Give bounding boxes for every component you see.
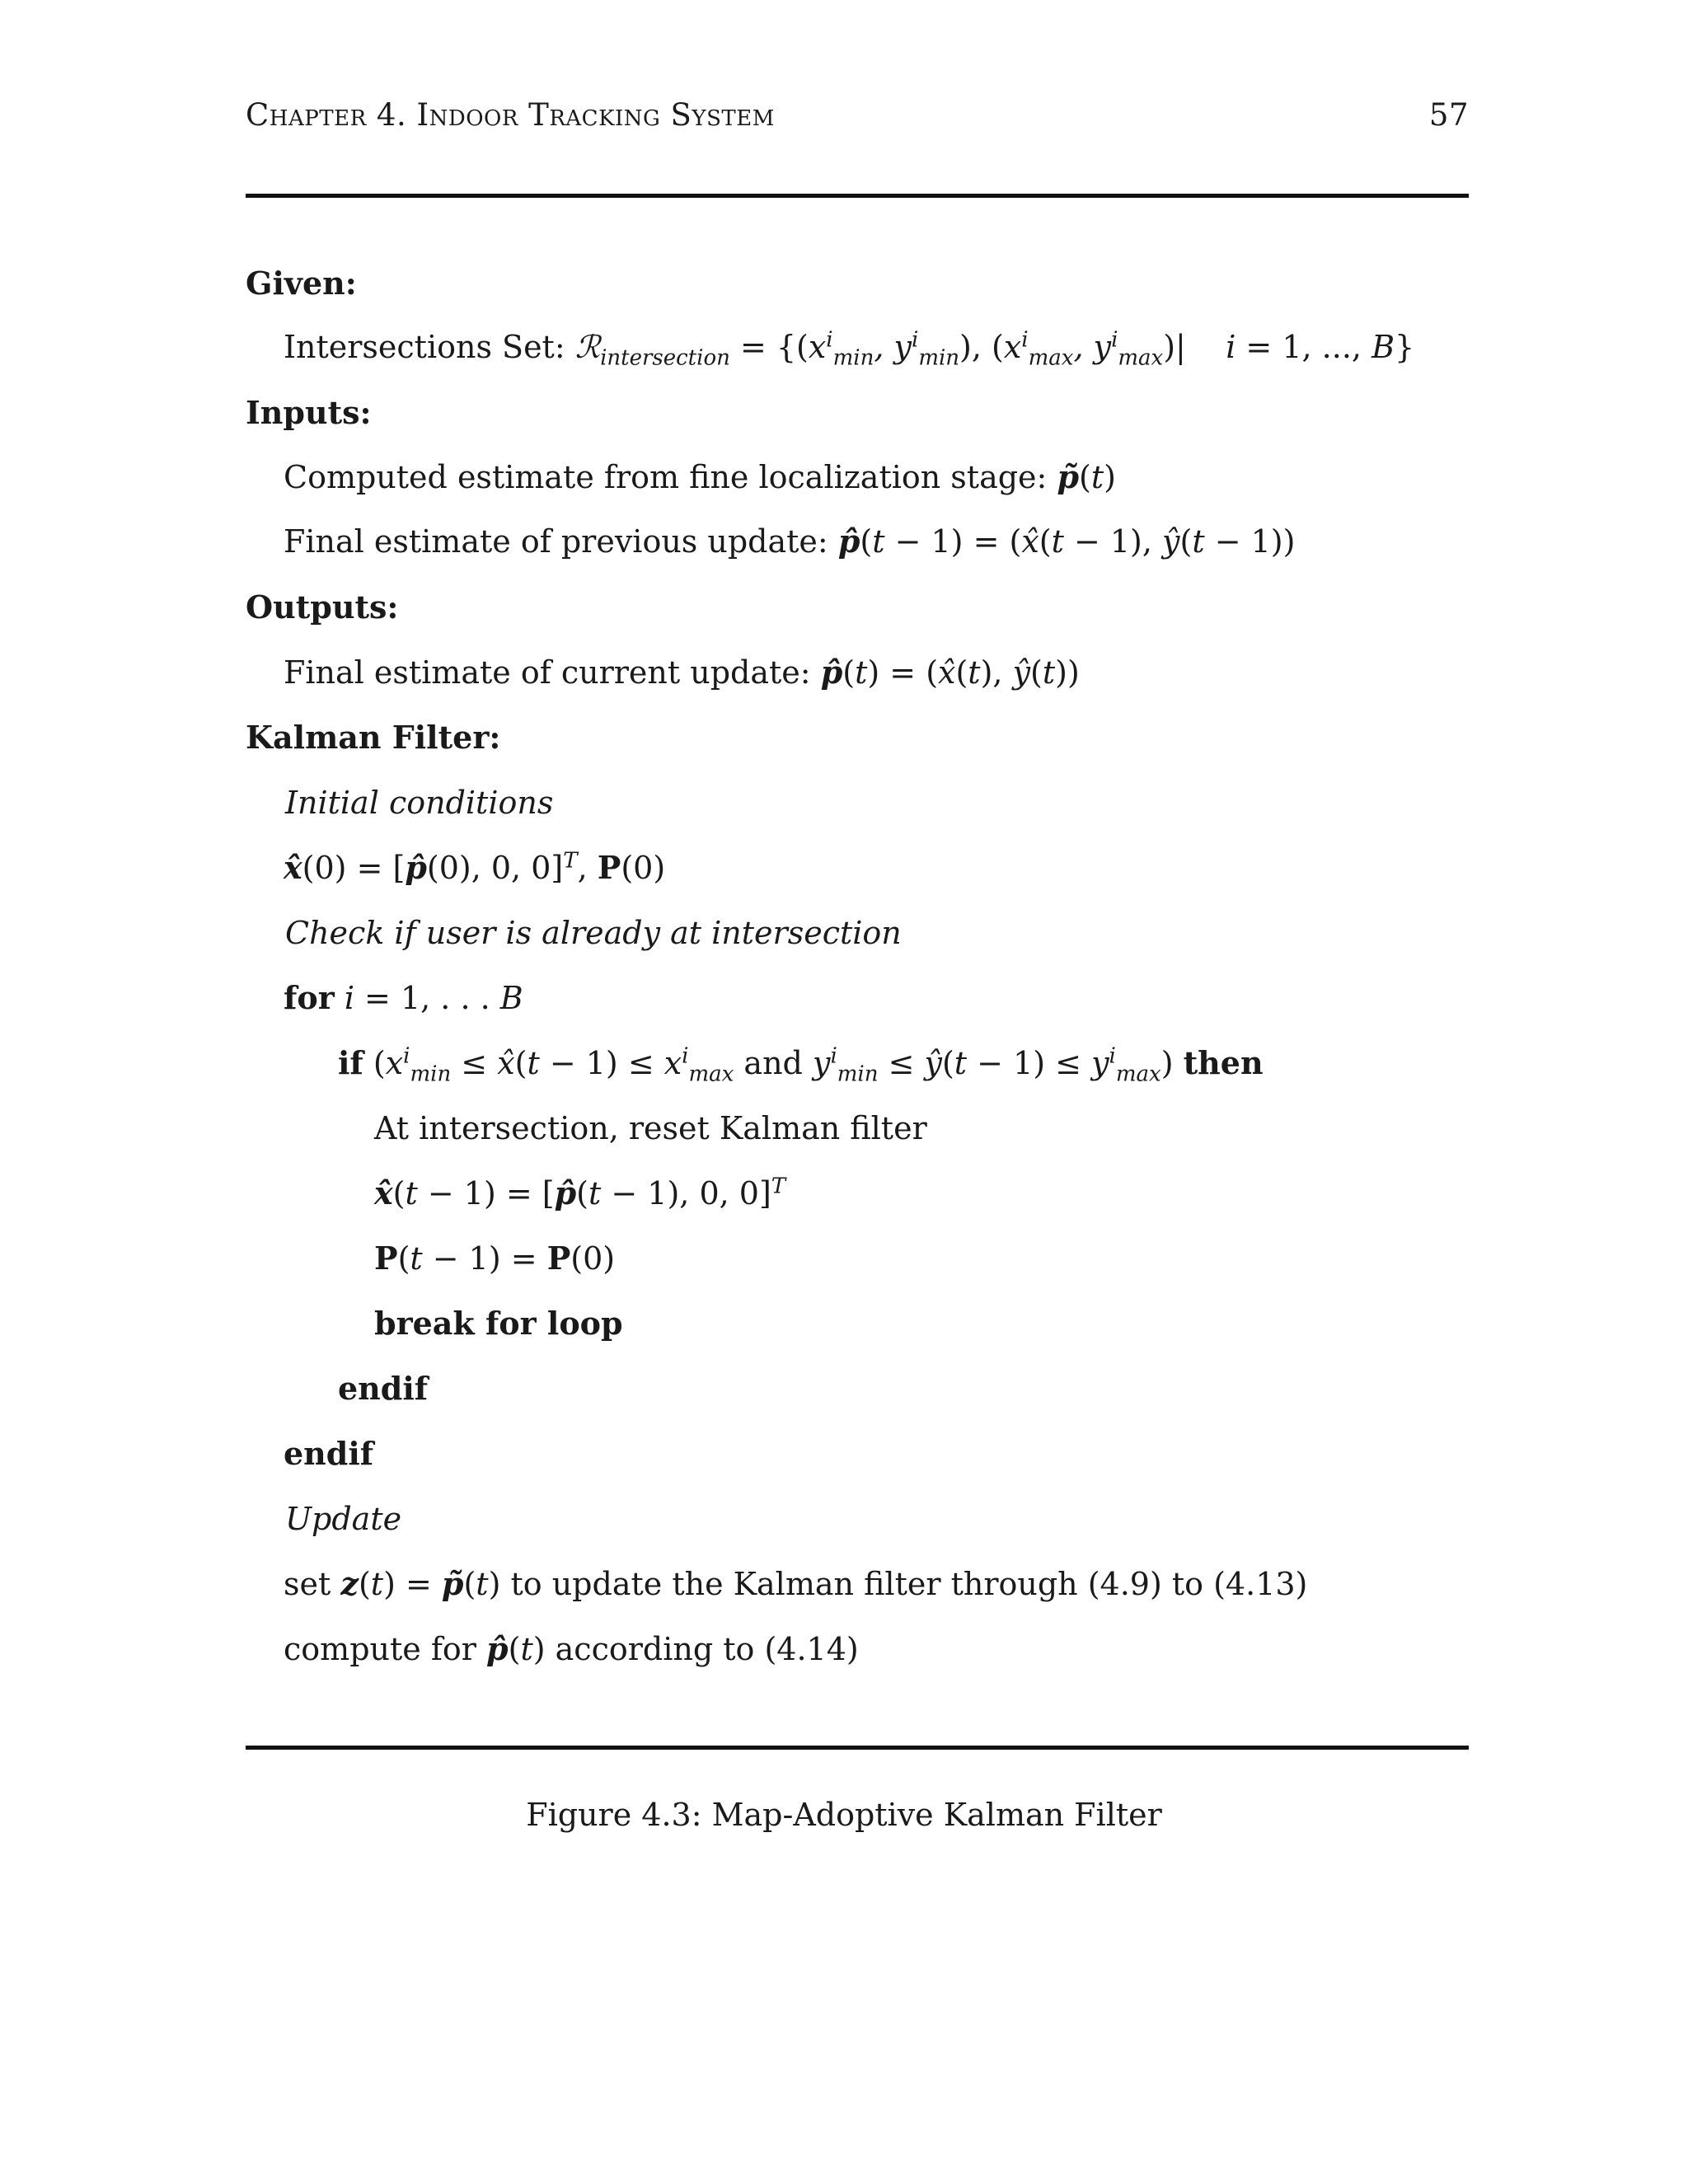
for-keyword: for	[284, 979, 335, 1016]
input-previous-estimate-formula: p̂(t − 1) = (x̂(t − 1), ŷ(t − 1))	[837, 523, 1296, 560]
input-fine-estimate-label: Computed estimate from fine localization stage:	[284, 459, 1048, 495]
reset-covariance-formula: P(t − 1) = P(0)	[374, 1240, 616, 1277]
reset-comment: At intersection, reset Kalman filter	[374, 1110, 927, 1146]
check-intersection-comment: Check if user is already at intersection	[285, 915, 902, 951]
bottom-rule	[246, 1746, 1469, 1750]
page-number: 57	[1428, 97, 1469, 133]
outputs-heading: Outputs:	[246, 588, 399, 626]
input-previous-estimate-label: Final estimate of previous update:	[284, 523, 828, 560]
intersections-set-label: Intersections Set:	[284, 329, 565, 365]
compute-suffix: according to (4.14)	[555, 1631, 859, 1667]
intersections-set-formula: ℛ$_{intersection}$ = {($x^i_{min}$, $y^i_{min}$), ($x^i_{max}$, $y^i_{max})|$ i = 1, ..., B}	[574, 327, 1415, 371]
chapter-title: Chapter 4. Indoor Tracking System	[246, 97, 775, 133]
running-header	[246, 97, 1469, 147]
top-rule	[246, 194, 1469, 198]
if-keyword: if	[338, 1044, 363, 1081]
input-fine-estimate-formula: p̃(t)	[1057, 458, 1116, 495]
set-suffix: to update the Kalman filter through (4.9) to (4.13)	[510, 1566, 1308, 1602]
compute-prefix: compute for	[284, 1631, 476, 1667]
figure-caption: Figure 4.3: Map-Adoptive Kalman Filter	[526, 1797, 1162, 1833]
output-current-estimate-line	[284, 654, 1080, 691]
output-current-estimate-label: Final estimate of current update:	[284, 654, 811, 691]
for-loop-line: for i = 1, . . . B	[284, 979, 523, 1016]
output-current-estimate-formula: p̂(t) = (x̂(t), ŷ(t))	[820, 654, 1080, 691]
given-heading: Given:	[246, 265, 357, 302]
initial-conditions-formula: x̂(0) = [p̂(0), 0, 0]$^T$, P(0)	[284, 848, 666, 886]
set-prefix: set	[284, 1566, 331, 1602]
inputs-heading: Inputs:	[246, 394, 372, 431]
update-comment: Update	[285, 1501, 402, 1537]
and-keyword: and	[743, 1045, 803, 1081]
initial-conditions-comment: Initial conditions	[285, 785, 554, 821]
intersections-set-line	[284, 327, 1415, 371]
compute-line: compute for p̂(t) according to (4.14)	[284, 1630, 859, 1667]
kalman-filter-heading: Kalman Filter:	[246, 719, 501, 756]
if-condition-line: if ($x^i_{min}$ ≤ x̂(t − $1) \le x^i_{max}$ and $y^i_{min}$ ≤ ŷ(t − $1) \le y^i_{max}$) then	[338, 1043, 1264, 1087]
input-previous-estimate-line	[284, 523, 1296, 560]
input-fine-estimate-line	[284, 458, 1116, 495]
set-update-line: set z(t) = p̃(t) to update the Kalman filter through (4.9) to (4.13)	[284, 1565, 1308, 1602]
then-keyword: then	[1183, 1044, 1264, 1081]
inner-endif: endif	[338, 1370, 429, 1407]
outer-endif: endif	[284, 1435, 374, 1472]
reset-state-formula: x̂(t − 1) = [p̂(t − 1), 0, 0]$^T$	[374, 1174, 786, 1212]
break-statement: break for loop	[374, 1305, 623, 1342]
